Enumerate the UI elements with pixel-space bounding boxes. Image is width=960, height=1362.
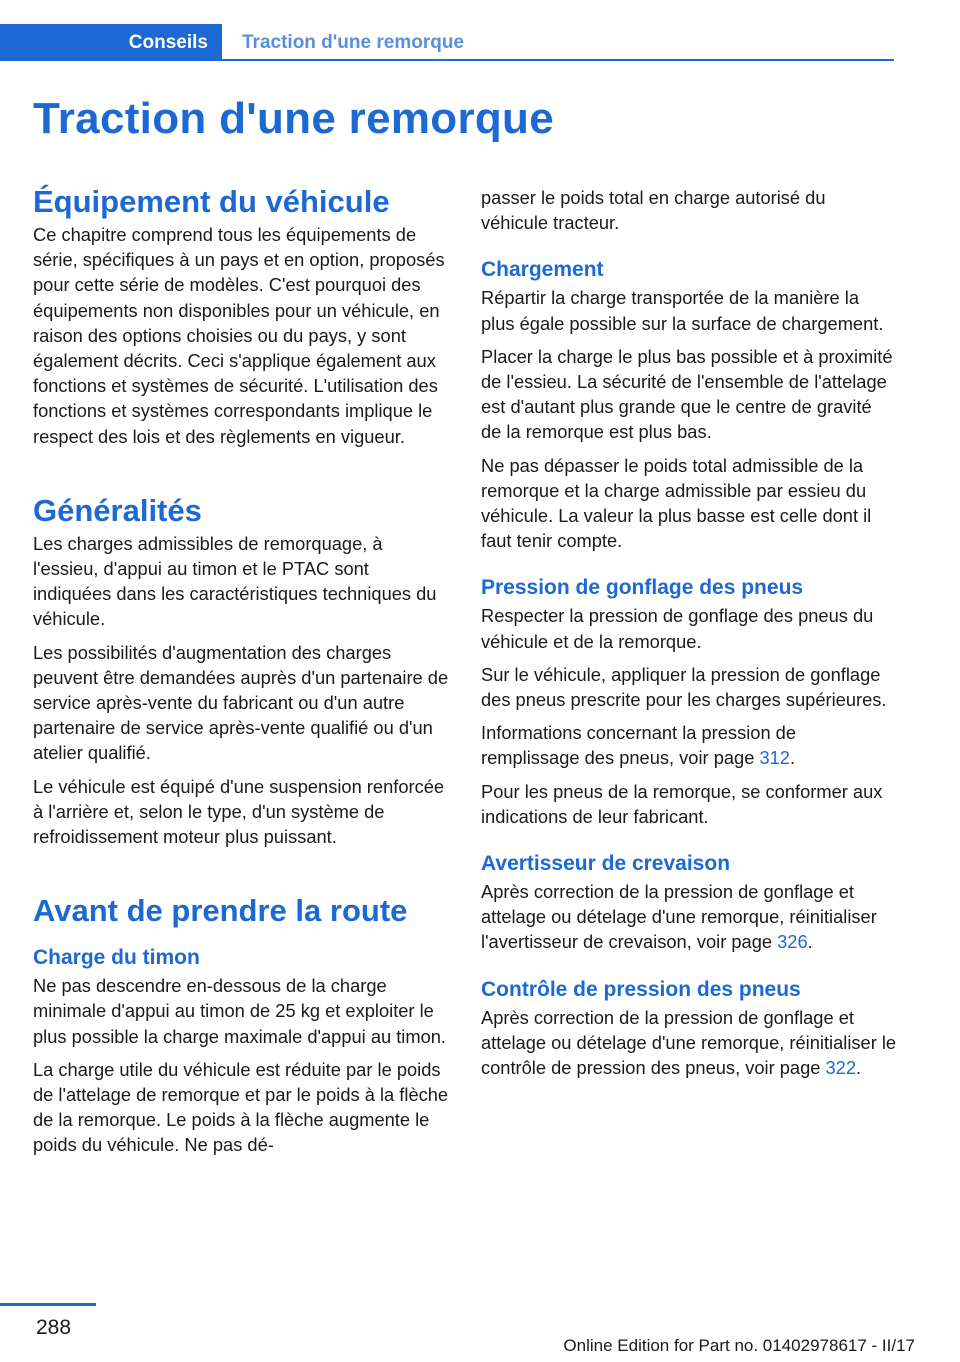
page-number: 288 xyxy=(36,1316,72,1339)
paragraph xyxy=(481,720,897,770)
paragraph: Ce chapitre comprend tous les équipements de série, spécifiques à un pays et en option, proposés pour cette série de modèles. C'est pourquoi des équipements non disponibles pour un véhicule, en raison des options choisies ou du pays, y sont également décrits. Ceci s'applique également aux fonctions et systèmes de sécurité. L'utilisation des fonctions et systèmes correspondants implique le respect des lois et des règlements en vigueur. xyxy=(33,224,445,447)
paragraph-text: Après correction de la pression de gonflage et attelage ou dételage d'une remorque, réinitialiser l'avertisseur de crevaison, voir page xyxy=(481,881,877,953)
right-column xyxy=(481,185,897,1088)
paragraph: Les possibilités d'augmentation des charges peuvent être demandées auprès d'un partenaire de service après-vente du fabricant ou d'un autre partenaire de service après-vente qualifié ou d'un atelier qualifié. xyxy=(33,641,449,764)
paragraph: Placer la charge le plus bas possible et à proximité de l'essieu. La sécurité de l'ensemble de l'attelage est d'autant plus grande que le centre de gravité de la remorque est plus bas. xyxy=(481,345,893,443)
section-tab[interactable]: Conseils xyxy=(0,24,222,61)
header-rule xyxy=(222,59,894,61)
left-column xyxy=(33,182,449,1166)
paragraph: Pour les pneus de la remorque, se conformer aux indications de leur fabricant. xyxy=(481,780,883,827)
period: . xyxy=(856,1057,862,1079)
chapter-tab[interactable]: Traction d'une remorque xyxy=(242,31,464,53)
heading-flat-tire-warning: Avertisseur de crevaison xyxy=(481,852,731,876)
footer-rule xyxy=(0,1303,96,1306)
heading-tire-pressure-monitor: Contrôle de pression des pneus xyxy=(481,977,801,1001)
heading-equipment: Équipement du véhicule xyxy=(33,184,390,219)
paragraph: Ne pas dépasser le poids total admissible de la remorque et la charge admissible par essieu du véhicule. La valeur la plus basse est celle dont il faut tenir compte. xyxy=(481,454,872,552)
edition-note: Online Edition for Part no. 01402978617 - II/17 xyxy=(563,1336,915,1355)
paragraph: Les charges admissibles de remorquage, à l'essieu, d'appui au timon et le PTAC sont indiquées dans les caractéristiques techniques du véhicule. xyxy=(33,532,437,630)
heading-tire-pressure: Pression de gonflage des pneus xyxy=(481,576,804,600)
paragraph: La charge utile du véhicule est réduite par le poids de l'attelage de remorque et par le poids à la flèche de la remorque. Le poids à la flèche augmente le poids du véhicule. Ne pas dé- xyxy=(33,1058,449,1156)
paragraph-text: Après correction de la pression de gonflage et attelage ou dételage d'une remorque, réinitialiser le contrôle de pression des pneus, voir page xyxy=(481,1006,897,1079)
paragraph: Le véhicule est équipé d'une suspension renforcée à l'arrière et, selon le type, d'un système de refroidissement moteur plus puissant. xyxy=(33,775,445,848)
paragraph: Ne pas descendre en-dessous de la charge minimale d'appui au timon de 25 kg et exploiter le plus possible la charge maximale d'appui au timon. xyxy=(33,975,447,1047)
heading-general: Généralités xyxy=(33,492,202,528)
paragraph xyxy=(481,879,897,955)
paragraph: Sur le véhicule, appliquer la pression de gonflage des pneus prescrite pour les charges supérieures. xyxy=(481,663,887,711)
paragraph xyxy=(481,1005,897,1081)
period: . xyxy=(807,931,813,953)
page-title: Traction d'une remorque xyxy=(33,94,554,143)
paragraph: Respecter la pression de gonflage des pneus du véhicule et de la remorque. xyxy=(481,605,874,652)
page-link-312[interactable]: 312 xyxy=(759,747,790,769)
paragraph-text: Informations concernant la pression de remplissage des pneus, voir page xyxy=(481,722,797,769)
heading-before-driving: Avant de prendre la route xyxy=(33,893,408,929)
paragraph: passer le poids total en charge autorisé du véhicule tracteur. xyxy=(481,187,826,234)
paragraph: Répartir la charge transportée de la manière la plus égale possible sur la surface de chargement. xyxy=(481,287,884,334)
page-link-322[interactable]: 322 xyxy=(825,1057,857,1079)
period: . xyxy=(789,747,796,769)
page-header xyxy=(0,24,894,61)
page-link-326[interactable]: 326 xyxy=(777,931,808,953)
heading-loading: Chargement xyxy=(481,258,604,282)
heading-drawbar-load: Charge du timon xyxy=(33,946,200,970)
